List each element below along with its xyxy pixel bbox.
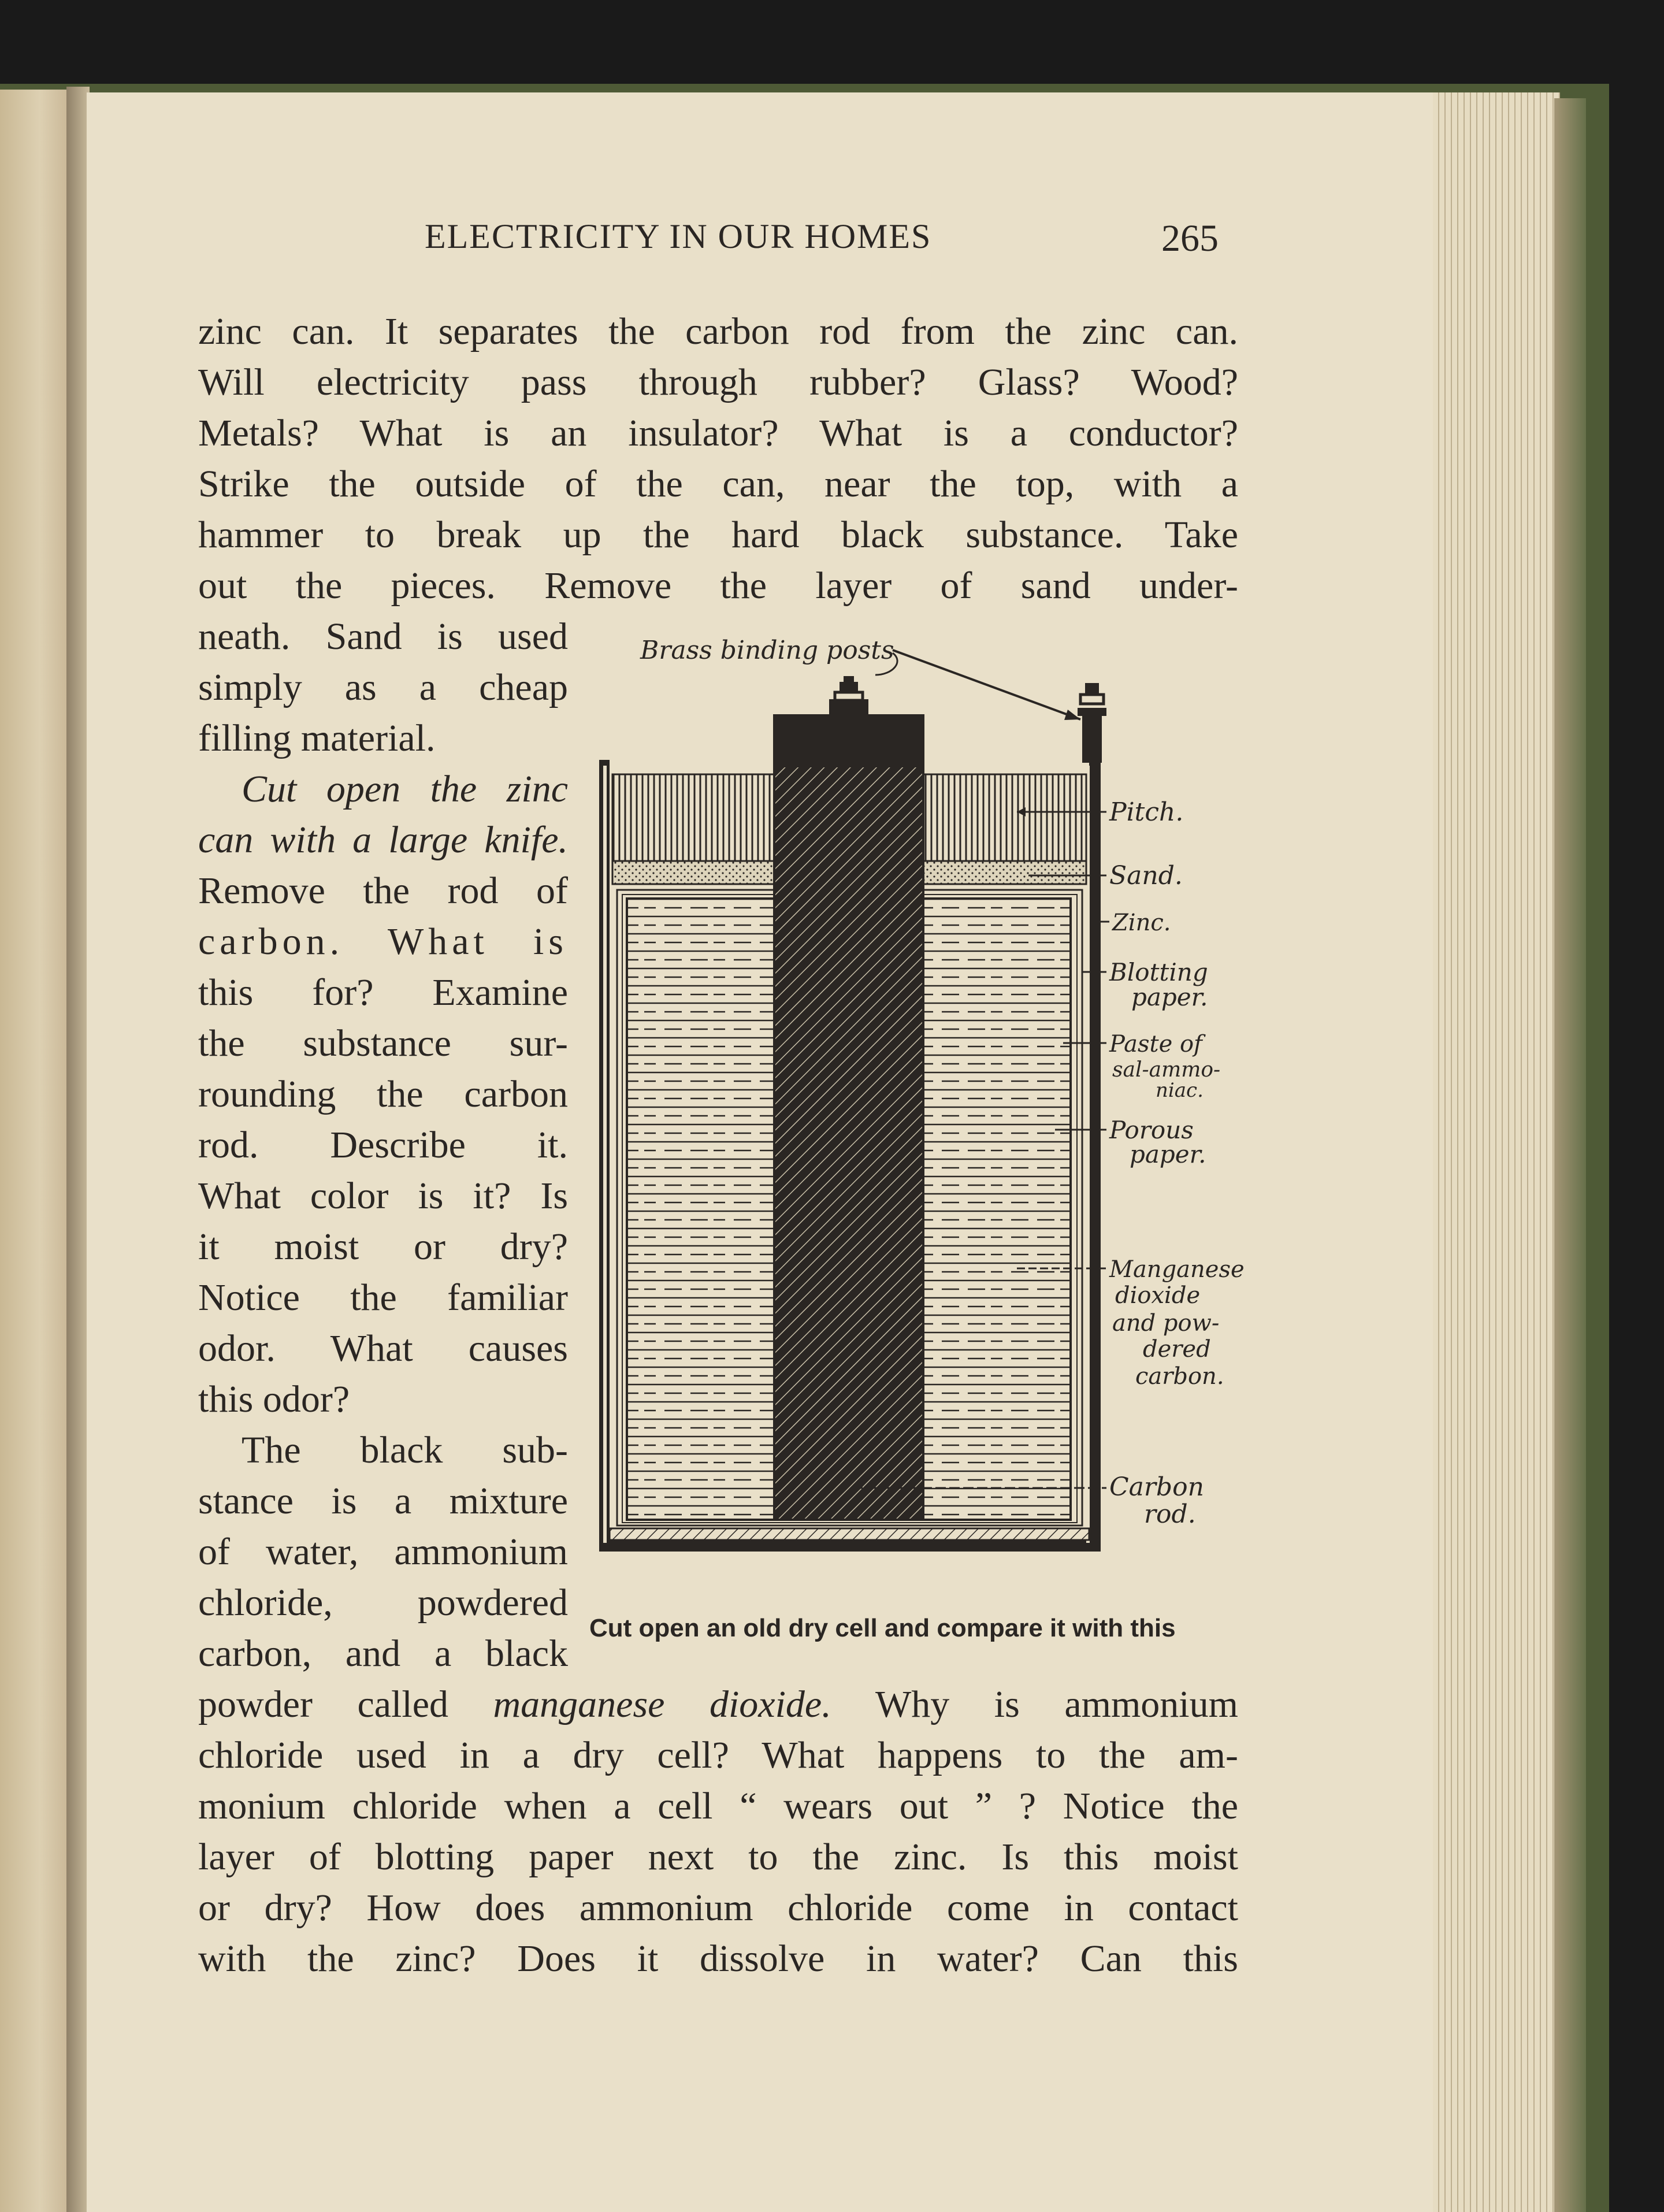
- italic-instruction-line: can with a large knife.: [198, 819, 568, 861]
- svg-text:dered: dered: [1143, 1336, 1211, 1363]
- label-manganese-dioxide: Manganese: [1109, 1256, 1245, 1283]
- body-line: Notice the familiar: [198, 1276, 568, 1319]
- label-porous-paper: Porous: [1109, 1116, 1194, 1144]
- italic-instruction-line: Cut open the zinc: [242, 768, 568, 810]
- label-paste: Paste of: [1109, 1031, 1202, 1057]
- body-line: or dry? How does ammonium chloride come in contact: [198, 1887, 1238, 1929]
- body-line: monium chloride when a cell “ wears out ” ? Notice the: [198, 1785, 1238, 1827]
- body-line: carbon, and a black: [198, 1632, 568, 1675]
- body-line: out the pieces. Remove the layer of sand under-: [198, 565, 1238, 607]
- carbon-rod: [774, 715, 923, 1520]
- body-line: The black sub-: [242, 1429, 568, 1471]
- book-gutter: [66, 87, 90, 2212]
- body-line: rounding the carbon: [198, 1073, 568, 1115]
- body-line: Will electricity pass through rubber? Glass? Wood?: [198, 361, 1238, 403]
- svg-text:carbon.: carbon.: [1135, 1363, 1224, 1390]
- body-line: with the zinc? Does it dissolve in water? Can this: [198, 1938, 1238, 1980]
- running-head: ELECTRICITY IN OUR HOMES: [425, 217, 932, 255]
- body-line: carbon. What is: [198, 921, 568, 963]
- body-line: odor. What causes: [198, 1327, 568, 1369]
- label-brass-binding-posts: Brass binding posts: [640, 636, 894, 665]
- label-pitch: Pitch.: [1109, 797, 1184, 827]
- page-edges-shadow: [1554, 98, 1586, 2212]
- page-edges: [1433, 92, 1560, 2212]
- svg-text:and pow-: and pow-: [1112, 1310, 1220, 1337]
- body-line: layer of blotting paper next to the zinc. Is this moist: [198, 1836, 1238, 1878]
- svg-text:paper.: paper.: [1131, 983, 1208, 1011]
- figure-caption: Cut open an old dry cell and compare it with this: [589, 1614, 1176, 1642]
- body-line: stance is a mixture: [198, 1480, 568, 1522]
- body-line: zinc can. It separates the carbon rod from the zinc can.: [198, 310, 1238, 352]
- can-bottom: [610, 1528, 1089, 1540]
- body-line: it moist or dry?: [198, 1226, 568, 1268]
- body-line: this odor?: [198, 1378, 350, 1420]
- body-line: hammer to break up the hard black substance. Take: [198, 514, 1238, 556]
- previous-page-edge: [0, 90, 66, 2212]
- paste-right: [923, 899, 1071, 1520]
- label-blotting-paper: Blotting: [1109, 958, 1208, 986]
- body-line: of water, ammonium: [198, 1531, 568, 1573]
- body-line: Strike the outside of the can, near the top, with a: [198, 463, 1238, 505]
- svg-text:dioxide: dioxide: [1115, 1282, 1201, 1309]
- binding-post-right: [1082, 711, 1102, 763]
- body-line: chloride, powdered: [198, 1582, 568, 1624]
- svg-text:rod.: rod.: [1144, 1500, 1196, 1529]
- body-line: Remove the rod of: [198, 870, 568, 912]
- body-line: filling material.: [198, 717, 436, 759]
- body-line: Metals? What is an insulator? What is a conductor?: [198, 412, 1238, 454]
- body-line: the substance sur-: [198, 1022, 568, 1064]
- body-line: simply as a cheap: [198, 666, 568, 708]
- paste-left: [627, 899, 774, 1520]
- body-line: What color is it? Is: [198, 1175, 568, 1217]
- svg-text:sal-ammo-: sal-ammo-: [1112, 1058, 1221, 1082]
- svg-text:paper.: paper.: [1130, 1140, 1206, 1168]
- label-sand: Sand.: [1109, 861, 1183, 890]
- body-line: chloride used in a dry cell? What happens to the am-: [198, 1734, 1238, 1776]
- body-line: neath. Sand is used: [198, 615, 568, 658]
- body-line: powder called manganese dioxide. Why is ammonium: [198, 1683, 1238, 1725]
- body-line: this for? Examine: [198, 971, 568, 1014]
- page-number: 265: [1161, 217, 1219, 259]
- label-carbon-rod: Carbon: [1109, 1472, 1204, 1502]
- dry-cell-figure: [589, 636, 1248, 1612]
- body-line: rod. Describe it.: [198, 1124, 568, 1166]
- label-zinc: Zinc.: [1112, 910, 1171, 936]
- svg-text:niac.: niac.: [1156, 1079, 1204, 1102]
